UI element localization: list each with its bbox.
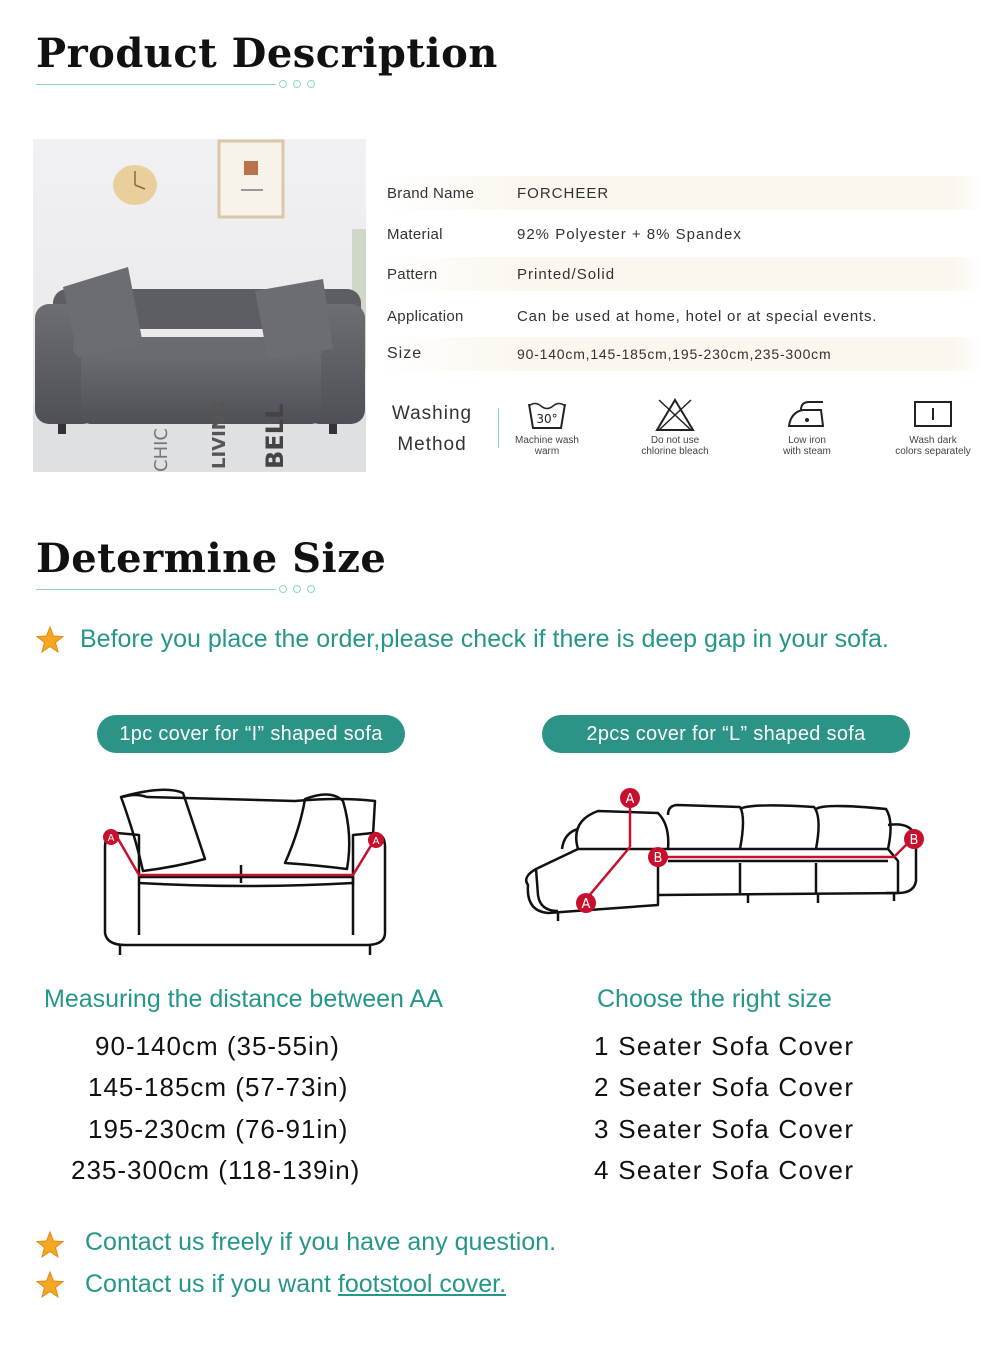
svg-text:A: A — [107, 833, 115, 844]
wash-caption: Do not use chlorine bleach — [641, 435, 709, 457]
spec-label: Pattern — [387, 265, 438, 283]
l-sofa-diagram — [518, 785, 938, 935]
svg-text:A: A — [625, 792, 635, 807]
spec-label: Material — [387, 225, 443, 243]
wash-item-machine — [492, 398, 602, 457]
footstool-cover-link[interactable]: footstool cover. — [337, 1270, 507, 1298]
wash-caption: Machine wash warm — [515, 435, 579, 457]
wash-item-bleach — [620, 398, 730, 457]
divider-dot — [307, 80, 315, 88]
pill-i-shaped: 1pc cover for “I” shaped sofa — [97, 715, 405, 753]
svg-text:LIVING: LIVING — [209, 400, 230, 469]
marker-b-right — [904, 829, 924, 849]
marker-a-top — [620, 788, 640, 808]
notice-text: Before you place the order,please check if there is deep gap in your sofa. — [80, 625, 889, 653]
seat-line: 3 Seater Sofa Cover — [594, 1114, 855, 1144]
svg-text:B: B — [653, 851, 663, 866]
size-line: 145-185cm (57-73in) — [88, 1072, 349, 1102]
size-line: 235-300cm (118-139in) — [71, 1155, 361, 1185]
wash-caption: Wash dark colors separately — [895, 435, 971, 457]
svg-text:B: B — [909, 833, 919, 848]
spec-value: 92% Polyester + 8% Spandex — [517, 225, 742, 243]
marker-a-right — [368, 832, 384, 848]
i-sofa-diagram — [95, 785, 395, 955]
marker-b-left — [648, 847, 668, 867]
spec-row-brand — [380, 176, 982, 210]
choose-title: Choose the right size — [597, 985, 832, 1013]
spec-value: 90-140cm,145-185cm,195-230cm,235-300cm — [517, 346, 832, 362]
low-iron-icon — [785, 398, 829, 432]
marker-a-bottom — [576, 893, 596, 913]
contact-line-footstool — [85, 1270, 506, 1299]
divider-dot — [293, 80, 301, 88]
marker-a-left — [103, 829, 119, 845]
wash-item-iron — [752, 398, 862, 457]
wash-item-separate — [878, 398, 988, 457]
washing-title-line: Method — [397, 434, 467, 455]
seat-line: 2 Seater Sofa Cover — [594, 1072, 855, 1102]
machine-wash-icon — [525, 398, 569, 432]
spec-value: FORCHEER — [517, 184, 610, 202]
wash-separately-icon — [911, 398, 955, 432]
divider-dot — [293, 585, 301, 593]
contact-line-question: Contact us freely if you have any question. — [85, 1228, 557, 1256]
determine-size-title: Determine Size — [36, 535, 387, 582]
svg-text:A: A — [372, 836, 380, 847]
washing-method-title — [380, 398, 484, 460]
title-divider — [36, 84, 276, 85]
spec-value: Printed/Solid — [517, 265, 616, 283]
seat-line: 4 Seater Sofa Cover — [594, 1155, 855, 1185]
no-bleach-icon — [653, 398, 697, 432]
star-icon — [35, 1230, 65, 1260]
star-icon — [35, 625, 65, 655]
spec-row-size — [380, 337, 982, 371]
svg-text:CHIC: CHIC — [151, 428, 172, 472]
product-photo — [33, 139, 366, 472]
wash-caption: Low iron with steam — [783, 435, 831, 457]
pill-l-shaped: 2pcs cover for “L” shaped sofa — [542, 715, 910, 753]
svg-text:BELL: BELL — [261, 403, 289, 469]
divider-dot — [307, 585, 315, 593]
spec-label: Brand Name — [387, 184, 475, 202]
size-line: 90-140cm (35-55in) — [95, 1031, 340, 1061]
product-description-title: Product Description — [36, 30, 498, 77]
spec-label: Application — [387, 307, 464, 325]
size-line: 195-230cm (76-91in) — [88, 1114, 349, 1144]
divider-dot — [279, 585, 287, 593]
measure-title: Measuring the distance between AA — [44, 985, 443, 1013]
spec-label: Size — [387, 345, 423, 362]
svg-text:A: A — [581, 897, 591, 912]
spec-row-pattern — [380, 257, 982, 291]
spec-row-material — [380, 217, 982, 251]
star-icon — [35, 1270, 65, 1300]
washing-title-line: Washing — [391, 403, 473, 424]
contact-text: Contact us if you want — [85, 1270, 338, 1298]
divider-dot — [279, 80, 287, 88]
seat-line: 1 Seater Sofa Cover — [594, 1031, 855, 1061]
title-divider — [36, 589, 276, 590]
spec-row-application — [380, 299, 982, 333]
svg-text:30°: 30° — [536, 412, 558, 426]
spec-value: Can be used at home, hotel or at special events. — [517, 307, 878, 325]
